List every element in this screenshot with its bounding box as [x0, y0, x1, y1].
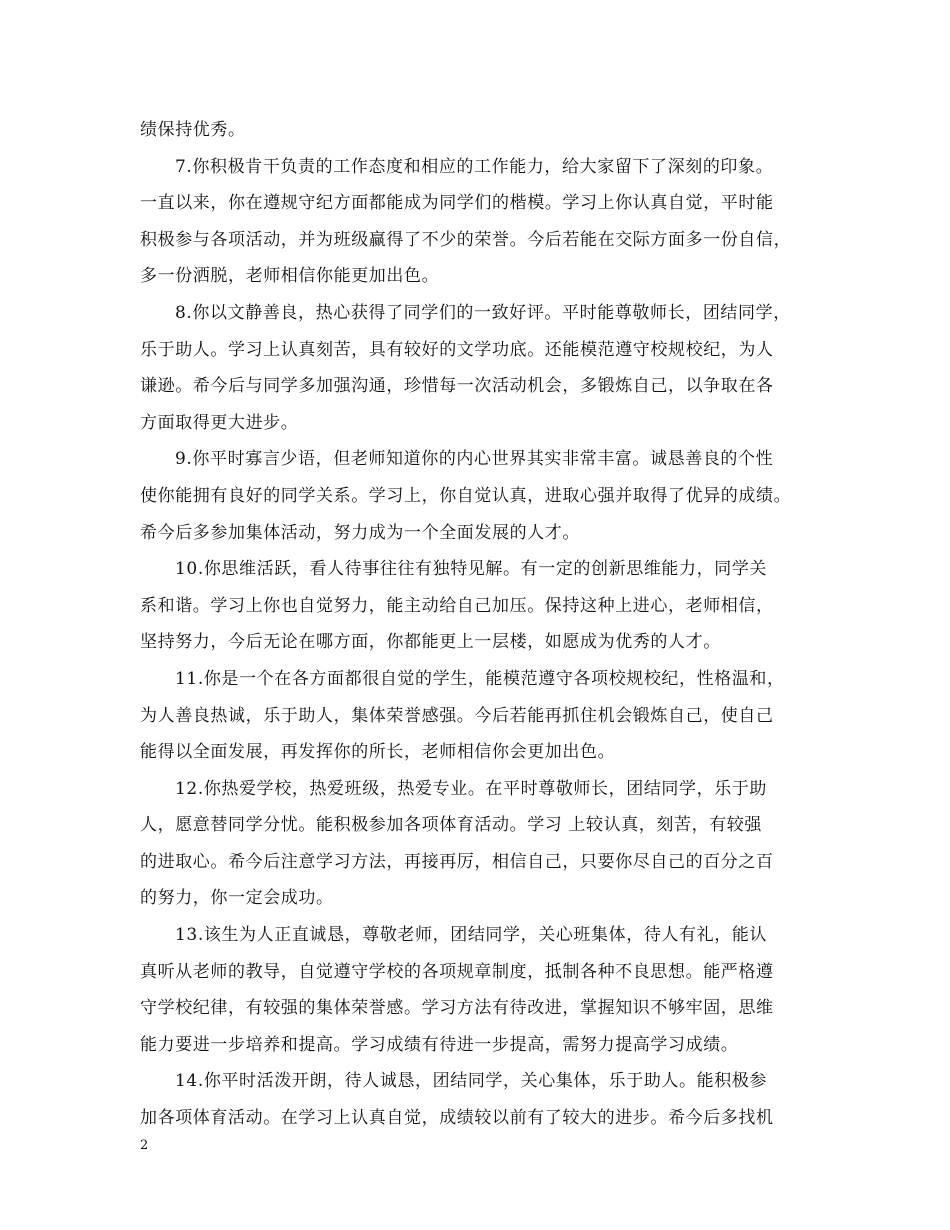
text-line: 的进取心。希今后注意学习方法，再接再厉，相信自己，只要你尽自己的百分之百: [140, 851, 774, 872]
text-line: 乐于助人。学习上认真刻苦，具有较好的文学功底。还能模范遵守校规校纪，为人: [140, 339, 774, 360]
text-line: 11.你是一个在各方面都很自觉的学生，能模范遵守各项校规校纪，性格温和，: [175, 668, 785, 689]
text-line: 12.你热爱学校，热爱班级，热爱专业。在平时尊敬师长，团结同学，乐于助: [175, 778, 768, 799]
text-line: 使你能拥有良好的同学关系。学习上，你自觉认真，进取心强并取得了优异的成绩。: [140, 485, 792, 506]
text-line: 守学校纪律，有较强的集体荣誉感。学习方法有待改进，掌握知识不够牢固，思维: [140, 998, 774, 1019]
text-line: 坚持努力，今后无论在哪方面，你都能更上一层楼，如愿成为优秀的人才。: [140, 632, 721, 653]
text-line: 人，愿意替同学分忧。能积极参加各项体育活动。学习 上较认真，刻苦，有较强: [140, 815, 763, 836]
text-line: 加各项体育活动。在学习上认真自觉，成绩较以前有了较大的进步。希今后多找机: [140, 1108, 774, 1129]
text-line: 多一份洒脱，老师相信你能更加出色。: [140, 266, 440, 287]
text-line: 7.你积极肯干负责的工作态度和相应的工作能力，给大家留下了深刻的印象。: [175, 156, 774, 177]
text-line: 能得以全面发展，再发挥你的所长，老师相信你会更加出色。: [140, 742, 616, 763]
text-line: 10.你思维活跃，看人待事往往有独特见解。有一定的创新思维能力，同学关: [175, 559, 768, 580]
text-line: 绩保持优秀。: [140, 120, 246, 140]
text-line: 14.你平时活泼开朗，待人诚恳，团结同学，关心集体，乐于助人。能积极参: [175, 1071, 768, 1092]
text-line: 一直以来，你在遵规守纪方面都能成为同学们的楷模。学习上你认真自觉，平时能: [140, 193, 774, 214]
text-line: 方面取得更大进步。: [140, 412, 299, 433]
text-line: 13.该生为人正直诚恳，尊敬老师，团结同学，关心班集体，待人有礼，能认: [175, 925, 768, 946]
text-line: 真听从老师的教导，自觉遵守学校的各项规章制度，抵制各种不良思想。能严格遵: [140, 961, 774, 982]
page-number: 2: [140, 1138, 149, 1153]
text-line: 为人善良热诚，乐于助人，集体荣誉感强。今后若能再抓住机会锻炼自己，使自己: [140, 705, 774, 726]
text-line: 希今后多参加集体活动，努力成为一个全面发展的人才。: [140, 522, 580, 543]
text-line: 积极参与各项活动，并为班级赢得了不少的荣誉。今后若能在交际方面多一份自信，: [140, 229, 792, 250]
text-line: 系和谐。学习上你也自觉努力，能主动给自己加压。保持这种上进心，老师相信，: [140, 595, 774, 616]
text-line: 能力要进一步培养和提高。学习成绩有待进一步提高，需努力提高学习成绩。: [140, 1034, 739, 1055]
text-line: 谦逊。希今后与同学多加强沟通，珍惜每一次活动机会，多锻炼自己，以争取在各: [140, 376, 774, 397]
document-body: [140, 112, 830, 1137]
text-line: 的努力，你一定会成功。: [140, 888, 334, 909]
text-line: 8.你以文静善良，热心获得了同学们的一致好评。平时能尊敬师长，团结同学，: [175, 302, 791, 323]
text-line: 9.你平时寡言少语，但老师知道你的内心世界其实非常丰富。诚恳善良的个性: [175, 449, 774, 470]
